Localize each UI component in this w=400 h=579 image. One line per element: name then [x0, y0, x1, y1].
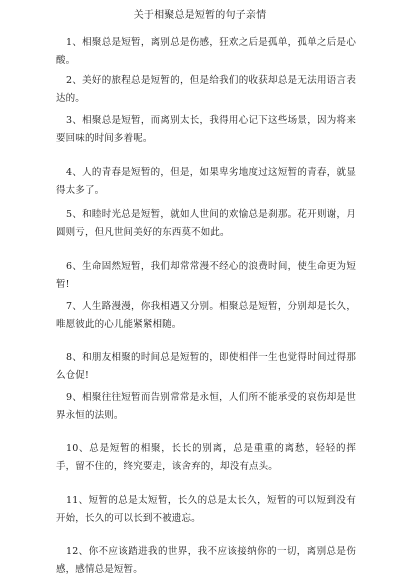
- paragraph-1: 1、相聚总是短暂，离别总是伤感，狂欢之后是孤单，孤单之后是心酸。: [56, 37, 356, 66]
- paragraph-4: 4、人的青春是短暂的，但是，如果卑劣地度过这短暂的青春，就显得太多了。: [56, 167, 356, 196]
- paragraph-5: 5、和睦时光总是短暂，就如人世间的欢愉总是刹那。花开则谢，月圆则亏，但凡世间美好的东西莫不如此。: [56, 209, 356, 238]
- paragraph-11: 11、短暂的总是太短暂，长久的总是太长久，短暂的可以短到没有开始，长久的可以长到不被遗忘。: [56, 495, 356, 524]
- paragraph-7: 7、人生路漫漫，你我相遇又分别。相聚总是短暂，分别却是长久，唯愿彼此的心儿能紧紧相随。: [56, 301, 356, 330]
- paragraph-6: 6、生命固然短暂，我们却常常漫不经心的浪费时间，使生命更为短暂!: [56, 261, 356, 290]
- paragraph-12: 12、你不应该踏进我的世界，我不应该接纳你的一切，离别总是伤感，感情总是短暂。: [56, 546, 356, 575]
- document-title: 关于相聚总是短暂的句子亲情: [133, 10, 267, 21]
- paragraph-2: 2、美好的旅程总是短暂的，但是给我们的收获却总是无法用语言表达的。: [56, 75, 356, 104]
- paragraph-10: 10、总是短暂的相聚，长长的别离，总是重重的离愁，轻轻的挥手，留不住的，终究要走，该舍弃的，却没有点头。: [56, 443, 356, 472]
- paragraph-9: 9、相聚往往短暂而告别常常是永恒，人们所不能承受的哀伤却是世界永恒的法则。: [56, 392, 356, 421]
- paragraph-8: 8、和朋友相聚的时间总是短暂的，即使相伴一生也觉得时间过得那么仓促!: [56, 352, 356, 381]
- paragraph-3: 3、相聚总是短暂，而离别太长，我得用心记下这些场景，因为将来要回味的时间多着呢。: [56, 115, 356, 144]
